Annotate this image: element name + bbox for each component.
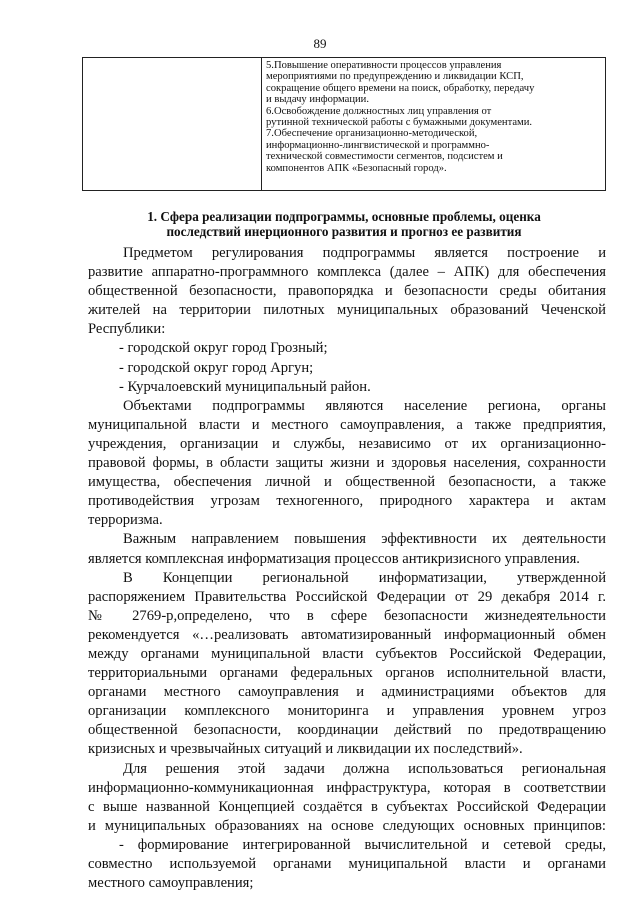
table-line: информационно-лингвистической и программно- <box>266 139 490 151</box>
body-line: муниципальной власти и местного самоуправления, а также предприятия, <box>88 416 606 433</box>
table-cell-text <box>262 58 606 191</box>
body-line: и муниципальных образованиях на основе следующих основных принципов: <box>88 817 606 834</box>
body-line: территориальными органами федеральных органов исполнительной власти, <box>88 665 606 682</box>
body-line: жителей на территории пилотных муниципальных образований Чеченской <box>88 302 606 319</box>
body-line: кризисных и чрезвычайных ситуаций и ликвидации их последствий». <box>88 741 523 758</box>
body-line: является комплексная информатизация процессов антикризисного управления. <box>88 550 580 567</box>
body-line: организации комплексного мониторинга и управления уровнем угроз <box>88 703 606 720</box>
list-item: - формирование интегрированной вычислительной и сетевой среды, <box>119 836 606 853</box>
body-line: развитие аппаратно-программного комплекса (далее – АПК) для обеспечения <box>88 264 606 281</box>
body-line: Республики: <box>88 321 166 338</box>
table-line: мероприятиями по предупреждению и ликвидации КСП, <box>266 71 524 83</box>
table-line: компонентов АПК «Безопасный город». <box>266 162 447 174</box>
body-text <box>88 244 606 893</box>
body-line: рекомендуется «…реализовать автоматизированный информационный обмен <box>88 626 606 643</box>
body-line: с выше названной Концепцией создаётся в субъектах Российской Федерации <box>88 798 606 815</box>
body-line: общественной безопасности, правопорядка и безопасности среды обитания <box>88 283 606 300</box>
table-line: сокращение общего времени на поиск, обработку, передачу <box>266 82 535 94</box>
body-line: имущества, обеспечения личной и общественной безопасности, а также <box>88 474 606 491</box>
measures-table <box>82 57 606 191</box>
body-line: местного самоуправления; <box>88 875 254 892</box>
table-line: рутинной технической работы с бумажными документами. <box>266 117 533 129</box>
body-line: органами местного самоуправления и администрациями объектов для <box>88 684 606 701</box>
table-cell-lines <box>262 58 605 174</box>
body-line: совместно используемой органами муниципальной власти и органами <box>88 856 606 872</box>
body-line: Важным направлением повышения эффективности их деятельности <box>123 531 606 548</box>
list-item: - городской округ город Аргун; <box>119 359 314 376</box>
table-line: 6.Освобождение должностных лиц управления от <box>266 105 492 117</box>
table-line: 5.Повышение оперативности процессов управления <box>266 60 502 71</box>
heading-line: последствий инерционного развития и прогноз ее развития <box>166 223 522 239</box>
table-line: и выдачу информации. <box>266 94 370 106</box>
table-line: технической совместимости сегментов, подсистем и <box>266 151 503 163</box>
body-line: № 2769-р,определено, что в сфере безопасности жизнедеятельности <box>88 607 606 624</box>
table-line: 7.Обеспечение организационно-методической, <box>266 128 478 140</box>
body-line: противодействия угрозам техногенного, природного характера и актам <box>88 493 606 510</box>
body-line: терроризма. <box>88 512 163 529</box>
body-line: Объектами подпрограммы являются население региона, органы <box>123 397 606 414</box>
table-row <box>83 58 606 191</box>
body-line: учреждения, организации и службы, независимо от их организационно- <box>88 435 606 452</box>
body-line: между органами муниципальной власти субъектов Российской Федерации, <box>88 645 606 662</box>
body-line: правовой формы, в области защиты жизни и здоровья населения, сохранности <box>88 455 606 472</box>
heading-line: 1. Сфера реализации подпрограммы, основные проблемы, оценка <box>147 209 541 224</box>
section-heading <box>82 210 606 239</box>
body-line: Для решения этой задачи должна использоваться региональная <box>123 760 606 777</box>
table-cell-empty <box>83 58 262 191</box>
body-line: В Концепции региональной информатизации, утвержденной <box>123 569 606 586</box>
body-line: общественной безопасности, координации действий по предотвращению <box>88 722 606 739</box>
body-line: Предметом регулирования подпрограммы является построение и <box>123 245 606 261</box>
body-line: информационно-коммуникационная инфраструктура, которая в соответствии <box>88 779 606 796</box>
page-number: 89 <box>313 36 327 51</box>
list-item: - Курчалоевский муниципальный район. <box>119 378 371 395</box>
list-item: - городской округ город Грозный; <box>119 340 328 357</box>
body-line: распоряжением Правительства Российской Федерации от 29 декабря 2014 г. <box>88 588 606 605</box>
